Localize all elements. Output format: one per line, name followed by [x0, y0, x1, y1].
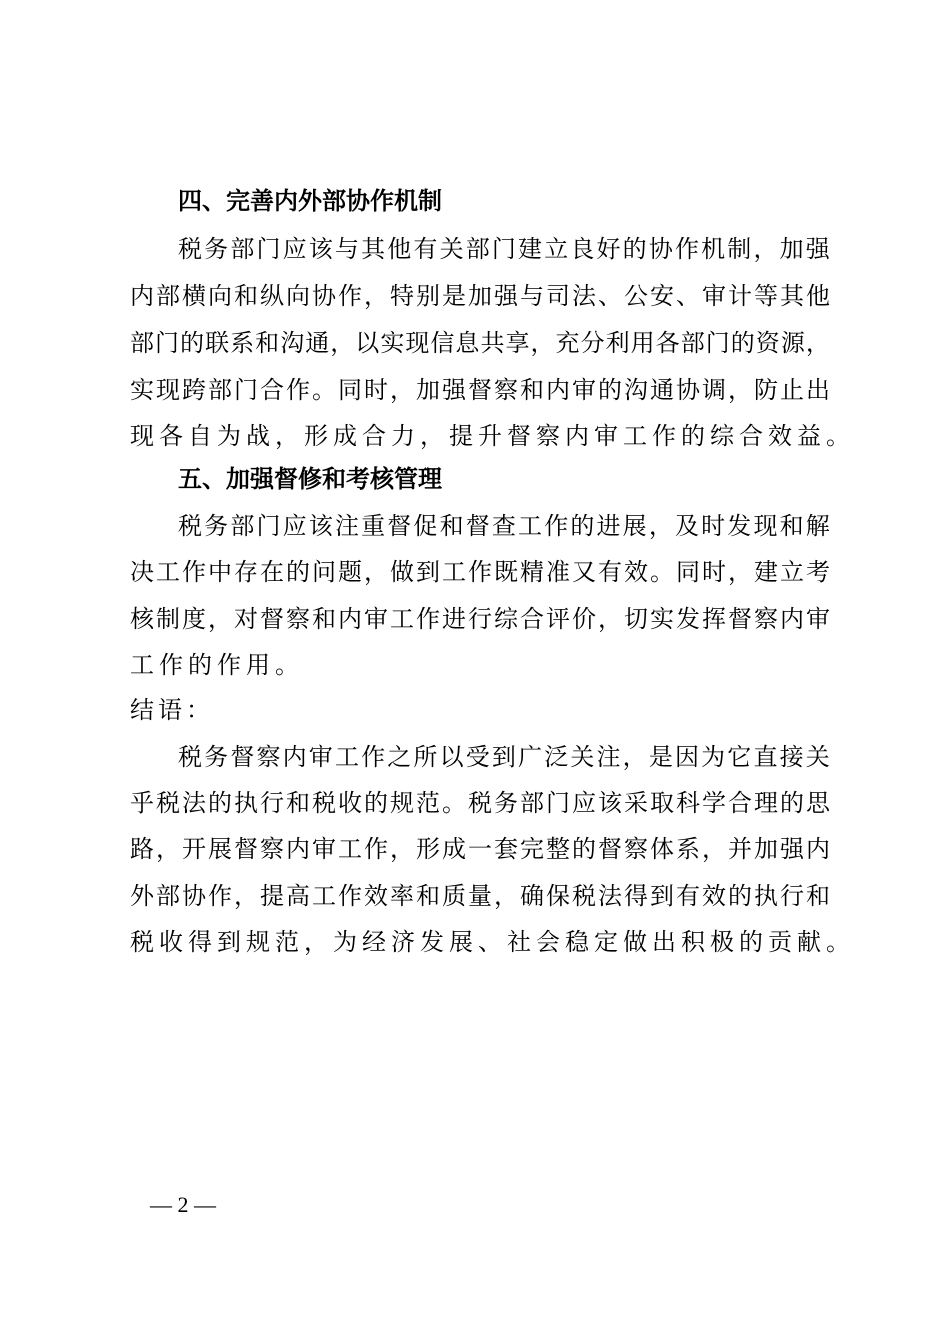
section-5-line-4: 工作的作用。: [130, 651, 304, 679]
conclusion-line-3: 路 ， 开 展 督 察 内 审 工 作 ， 形 成 一 套 完 整 的 督 察 体 系 ， 并 加 强 内: [130, 835, 830, 863]
conclusion-line-4: 外 部 协 作 ， 提 高 工 作 效 率 和 质 量 ， 确 保 税 法 得 到 有 效 的 执 行 和: [130, 882, 830, 910]
section-4-line-1: 税 务 部 门 应 该 与 其 他 有 关 部 门 建 立 良 好 的 协 作 机 制 ， 加 强: [178, 235, 830, 263]
conclusion-line-5: 税收得到规范，为经济发展、社会稳定做出积极的贡献。: [130, 928, 855, 956]
conclusion-line-2: 乎 税 法 的 执 行 和 税 收 的 规 范 。 税 务 部 门 应 该 采 取 科 学 合 理 的 思: [130, 789, 830, 817]
section-5-heading: 五、加强督修和考核管理: [178, 465, 442, 493]
section-5-line-1: 税 务 部 门 应 该 注 重 督 促 和 督 查 工 作 的 进 展 ， 及 时 发 现 和 解: [178, 512, 830, 540]
conclusion-line-1: 税 务 督 察 内 审 工 作 之 所 以 受 到 广 泛 关 注 ， 是 因 为 它 直 接 关: [178, 743, 830, 771]
page-number: — 2 —: [150, 1192, 216, 1217]
section-4-line-3: 部 门 的 联 系 和 沟 通 ， 以 实 现 信 息 共 享 ， 充 分 利 用 各 部 门 的 资 源 ，: [130, 329, 830, 357]
section-4-line-4: 实 现 跨 部 门 合 作 。 同 时 ， 加 强 督 察 和 内 审 的 沟 通 协 调 ， 防 止 出: [130, 376, 830, 404]
section-4-heading: 四、完善内外部协作机制: [178, 187, 442, 215]
section-5-line-3: 核 制 度 ， 对 督 察 和 内 审 工 作 进 行 综 合 评 价 ， 切 实 发 挥 督 察 内 审: [130, 605, 830, 633]
section-5-line-2: 决 工 作 中 存 在 的 问 题 ， 做 到 工 作 既 精 准 又 有 效 。 同 时 ， 建 立 考: [130, 558, 830, 586]
conclusion-label: 结语：: [130, 696, 214, 724]
section-4-line-5: 现各自为战，形成合力，提升督察内审工作的综合效益。: [130, 422, 855, 450]
section-4-line-2: 内 部 横 向 和 纵 向 协 作 ， 特 别 是 加 强 与 司 法 、 公 安 、 审 计 等 其 他: [130, 282, 830, 310]
